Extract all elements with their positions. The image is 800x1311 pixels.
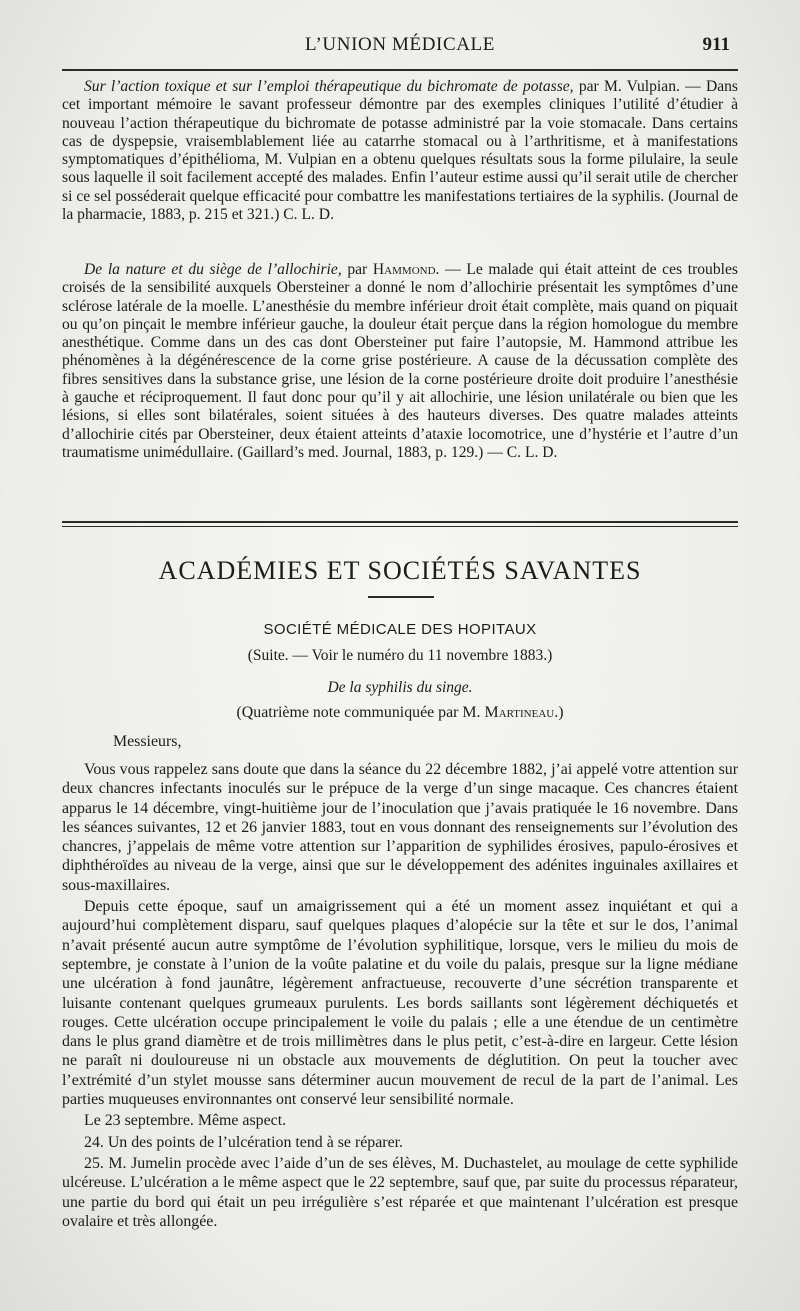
header-rule — [62, 69, 738, 71]
review-body: — Le malade qui était atteint de ces troubles croisés de la sensibilité auxquels Obersteiner a donné le nom d’allochirie présentait les symptômes d’une sclérose latérale de la moelle. L’anesthésie du membre inférieur droit était complète, mais quand on piquait ou qu’on pinçait le membre inférieur gauche, la douleur était perçue dans la région homologue du membre anesthétique. Comme dans un des cas dont Obersteiner put faire l’autopsie, M. Hammond attribue les phénomènes à la dégénérescence de la corne grise postérieure. A cause de la décussation complète des fibres sensitives dans la substance grise, une lésion de la corne postérieure droite doit produire l’anesthésie à gauche et réciproquement. Il faut donc pour qu’il y ait allochirie, une lésion unilatérale ou bien que les lésions, si elles sont bilatérales, soient situées à des hauteurs diverses. Des quatre malades atteints d’allochirie cités par Obersteiner, deux étaient atteints d’ataxie locomotrice, une d’hystérie et l’autre d’un traumatisme unimédullaire. — [62, 261, 738, 461]
body-paragraph: Vous vous rappelez sans doute que dans la séance du 22 décembre 1882, j’ai appelé votre attention sur deux chancres infectants inoculés sur le prépuce de la verge d’un singe macaque. Ces chancres étaient apparus le 14 décembre, vingt-huitième jour de l’inoculation que j’avais pratiquée le 16 novembre. Dans les séances suivantes, 12 et 26 janvier 1883, tout en vous donnant des renseignements sur l’évolution des chancres, j’appelais de même votre attention sur l’apparition de syphilides érosives, papulo-érosives et diphthéroïdes au niveau de la verge, ainsi que sur le développement des adénites inguinales axillaires et sous-maxillaires. — [62, 761, 738, 894]
section-heading: ACADÉMIES ET SOCIÉTÉS SAVANTES — [158, 556, 642, 585]
running-head — [0, 34, 800, 58]
review-author-prefix: par — [347, 261, 368, 278]
page-number: 911 — [702, 34, 730, 55]
review-source: (Journal de la pharmacie, 1883, p. 215 et 321.) C. L. D. — [62, 187, 738, 224]
body-paragraph: Depuis cette époque, sauf un amaigrissement qui a été un moment assez inquiétant et qui a aujourd’hui complètement disparu, sauf quelques plaques d’alopécie sur la tête et sur le dos, l’animal n’avait présenté aucun autre symptôme de l’évolution syphilitique, lorsque, vers le milieu du mois de septembre, je constate à l’union de la voûte palatine et du voile du palais, presque sur la ligne médiane une ulcération à fond jaunâtre, légèrement anfractueuse, recouverte d’une sécrétion transparente et luisante contenant quelques grumeaux purulents. Les bords saillants sont légèrement déchiquetés et rouges. Cette ulcération occupe principalement le voile du palais ; elle a une étendue de un centimètre dans le plus grand diamètre et de trois millimètres dans le plus petit, c’est-à-dire en largeur. Cette lésion ne paraît ni douloureuse ni un obstacle aux mouvements de déglutition. On peut la toucher avec l’extrémité d’un stylet mousse sans déterminer aucun mouvement de recul de la part de l’animal. Les parties muqueuses environnantes ont conservé leur sensibilité normale. — [62, 898, 738, 1109]
note-suffix: ) — [558, 704, 564, 721]
continuation-note: (Suite. — Voir le numéro du 11 novembre 1883.) — [247, 647, 553, 664]
running-title: L’UNION MÉDICALE — [305, 34, 495, 55]
review-paragraph — [62, 261, 738, 462]
note-author: Martineau. — [484, 704, 559, 721]
society-title: SOCIÉTÉ MÉDICALE DES HOPITAUX — [263, 621, 537, 638]
body-paragraph: 25. M. Jumelin procède avec l’aide d’un de ses élèves, M. Duchastelet, au moulage de cette syphilide ulcéreuse. L’ulcération a le même aspect que le 22 septembre, sauf que, par suite du processus réparateur, une partie du bord qui était un peu irrégulière s’est réparée et que maintenant l’ulcération est presque ovalaire et très allongée. — [62, 1154, 738, 1230]
body-paragraph: 24. Un des points de l’ulcération tend à se réparer. — [84, 1133, 404, 1151]
section-rule-top — [62, 521, 738, 523]
heading-ornament — [368, 596, 434, 598]
article-title: De la syphilis du singe. — [327, 679, 473, 696]
review-paragraph — [62, 78, 738, 224]
review-allochirie — [62, 261, 738, 462]
communication-note — [0, 704, 800, 722]
body-paragraph: Le 23 septembre. Même aspect. — [84, 1112, 287, 1130]
note-prefix: (Quatrième note communiquée par M. — [236, 704, 481, 721]
section-rule-bottom — [62, 526, 738, 527]
review-author: Hammond. — [372, 261, 440, 278]
review-bichromate — [62, 78, 738, 224]
review-author: par M. Vulpian. — [578, 78, 680, 95]
review-title: Sur l’action toxique et sur l’emploi thérapeutique du bichromate de potasse, — [84, 78, 574, 95]
main-text — [62, 760, 738, 1231]
review-body: — Dans cet important mémoire le savant professeur démontre par des exemples cliniques l’utilité d’étudier à nouveau l’action thérapeutique du bichromate de potasse administré par la voie stomacale. Dans certains cas de dyspepsie, vraisemblablement liée au catarrhe stomacal ou à l’arthritisme, et à manifestations symptomatiques d’épithélioma, M. Vulpian en a obtenu quelques résultats sous la forme pilulaire, la seule sous laquelle il soit facilement accepté des malades. Enfin l’auteur estime aussi qu’il serait utile de chercher si ce sel posséderait quelque efficacité pour combattre les manifestations tertiaires de la syphilis. — [62, 78, 738, 205]
review-source: (Gaillard’s med. Journal, 1883, p. 129.) — C. L. D. — [237, 443, 558, 461]
review-title: De la nature et du siège de l’allochirie, — [84, 261, 342, 278]
salutation: Messieurs, — [113, 733, 182, 750]
